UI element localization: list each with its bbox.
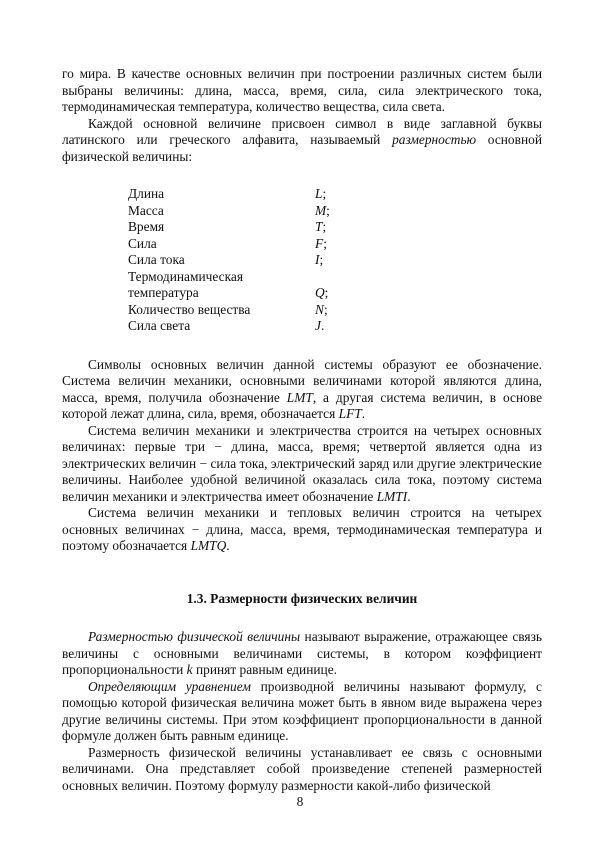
paragraph-5-text-b: . xyxy=(226,538,230,553)
paragraph-4-text-b: . xyxy=(407,488,411,504)
quantity-row xyxy=(128,285,330,302)
quantity-name: Сила xyxy=(128,235,157,251)
quantity-symbol-cell xyxy=(315,203,330,220)
quantity-name: Длина xyxy=(128,186,165,201)
quantity-symbol: F xyxy=(315,235,324,251)
quantity-symbol-cell xyxy=(315,219,330,236)
quantity-symbol: J xyxy=(315,318,321,333)
paragraph-1: го мира. В качестве основных величин при построении различных систем были выбраны величины: длина, масса, время, сила, сила электрического тока, термодинамическая температура, количество вещества, сила света. xyxy=(62,66,542,114)
term-dimension-definition: Размерностью физической величины xyxy=(88,629,301,644)
quantity-name: Термодинамическая xyxy=(128,268,243,284)
paragraph-3 xyxy=(62,357,542,423)
quantity-symbol-cell xyxy=(315,269,330,286)
symbol-lft: LFT xyxy=(338,406,362,421)
paragraph-3-text-c: . xyxy=(361,406,366,421)
symbol-lmti: LMTI xyxy=(376,488,408,504)
paragraph-7-text-a: производной величины называют формулу, с помощью которой физическая величина может быть в явном виде выражена через другие величины системы. При этом коэффициент пропорциональности в данной формуле должен быть равным единице. xyxy=(62,678,542,743)
quantity-row xyxy=(128,252,330,269)
quantity-symbol-punct: ; xyxy=(322,219,327,234)
symbol-lmt: LMT xyxy=(286,389,313,405)
quantity-row xyxy=(128,236,330,253)
paragraph-2-text-a: Каждой основной величине присвоен символ в виде заглавной буквы латинского или греческого алфавита, называемый xyxy=(62,115,542,147)
quantity-symbol: I xyxy=(315,252,320,267)
quantity-symbol-punct: ; xyxy=(319,252,324,267)
paragraph-6-text-a: называют выражение, отражающее связь величины с основными величинами системы, в котором коэффициент пропорциональности xyxy=(62,629,542,677)
quantity-row xyxy=(128,203,330,220)
quantity-symbol-punct: ; xyxy=(326,202,330,218)
document-page xyxy=(62,66,542,794)
paragraph-8: Размерность физической величины устанавливает ее связь с основными величинами. Она представляет собой произведение степеней размерностей основных величин. Поэтому формулу размерности какой-либо физической xyxy=(62,744,542,793)
page-number: 8 xyxy=(296,794,304,809)
quantity-symbol-cell xyxy=(315,252,330,269)
section-title: 1.3. Размерности физических величин xyxy=(186,590,418,606)
quantity-symbol-cell xyxy=(315,318,330,335)
quantity-row xyxy=(128,219,330,236)
quantity-name: Сила тока xyxy=(128,252,185,267)
quantity-row xyxy=(128,269,330,286)
quantity-row xyxy=(128,186,330,203)
symbol-lmtq: LMTQ xyxy=(190,538,227,553)
quantity-symbol-table xyxy=(128,186,330,335)
quantity-symbol-cell xyxy=(315,186,330,203)
quantity-symbol-punct: ; xyxy=(323,301,328,317)
quantity-symbol-cell xyxy=(315,285,330,302)
paragraph-5-text-a: Система величин механики и тепловых величин строится на четырех основных величинах − длина, масса, время, термодинамическая температура и поэтому обозначается xyxy=(62,505,542,553)
quantity-symbol: L xyxy=(315,186,323,201)
paragraph-3-text-b: , а другая система величин, в основе которой лежат длина, сила, время, обозначается xyxy=(62,389,543,421)
quantity-symbol-punct: ; xyxy=(324,285,329,300)
quantity-row xyxy=(128,302,330,319)
quantity-symbol: N xyxy=(315,301,324,317)
quantity-symbol: Q xyxy=(315,285,325,300)
quantity-symbol: M xyxy=(315,202,327,218)
quantity-symbol-punct: . xyxy=(320,318,325,333)
paragraph-4 xyxy=(62,423,542,506)
quantity-name: Время xyxy=(128,219,165,234)
paragraph-3-text-a: Символы основных величин данной системы образуют ее обозначение. Система величин механики, основными величинами которой являются длина, масса, время, получила обозначение xyxy=(62,356,542,405)
paragraph-6-text-b: принят равным единице. xyxy=(192,662,338,677)
term-defining-equation: Определяющим уравнением xyxy=(88,678,251,694)
term-dimension: размерностью xyxy=(392,132,477,147)
quantity-symbol-cell xyxy=(315,302,330,319)
quantity-name: Количество вещества xyxy=(128,301,251,317)
quantity-symbol-punct: ; xyxy=(322,186,327,201)
paragraph-2-text-b: основной физической величины: xyxy=(62,132,542,164)
paragraph-2 xyxy=(62,116,542,166)
quantity-symbol-cell xyxy=(315,236,330,253)
symbol-k: k xyxy=(186,662,193,677)
quantity-symbol: T xyxy=(315,219,323,234)
paragraph-6 xyxy=(62,629,542,679)
quantity-symbol-punct: ; xyxy=(323,235,327,251)
quantity-name: Масса xyxy=(128,202,164,218)
quantity-row xyxy=(128,318,330,335)
paragraph-7 xyxy=(62,679,542,745)
paragraph-4-text-a: Система величин механики и электричества строится на четырех основных величинах: первые три − длина, масса, время; четвертой является одна из электрических величин − сила тока, электрический заряд или другие электрические величины. Наиболее удобной величиной оказалась сила тока, поэтому система величин механики и электричества имеет обозначение xyxy=(62,422,542,504)
paragraph-5 xyxy=(62,505,542,555)
quantity-name: температура xyxy=(128,285,199,300)
quantity-name: Сила света xyxy=(128,318,191,333)
